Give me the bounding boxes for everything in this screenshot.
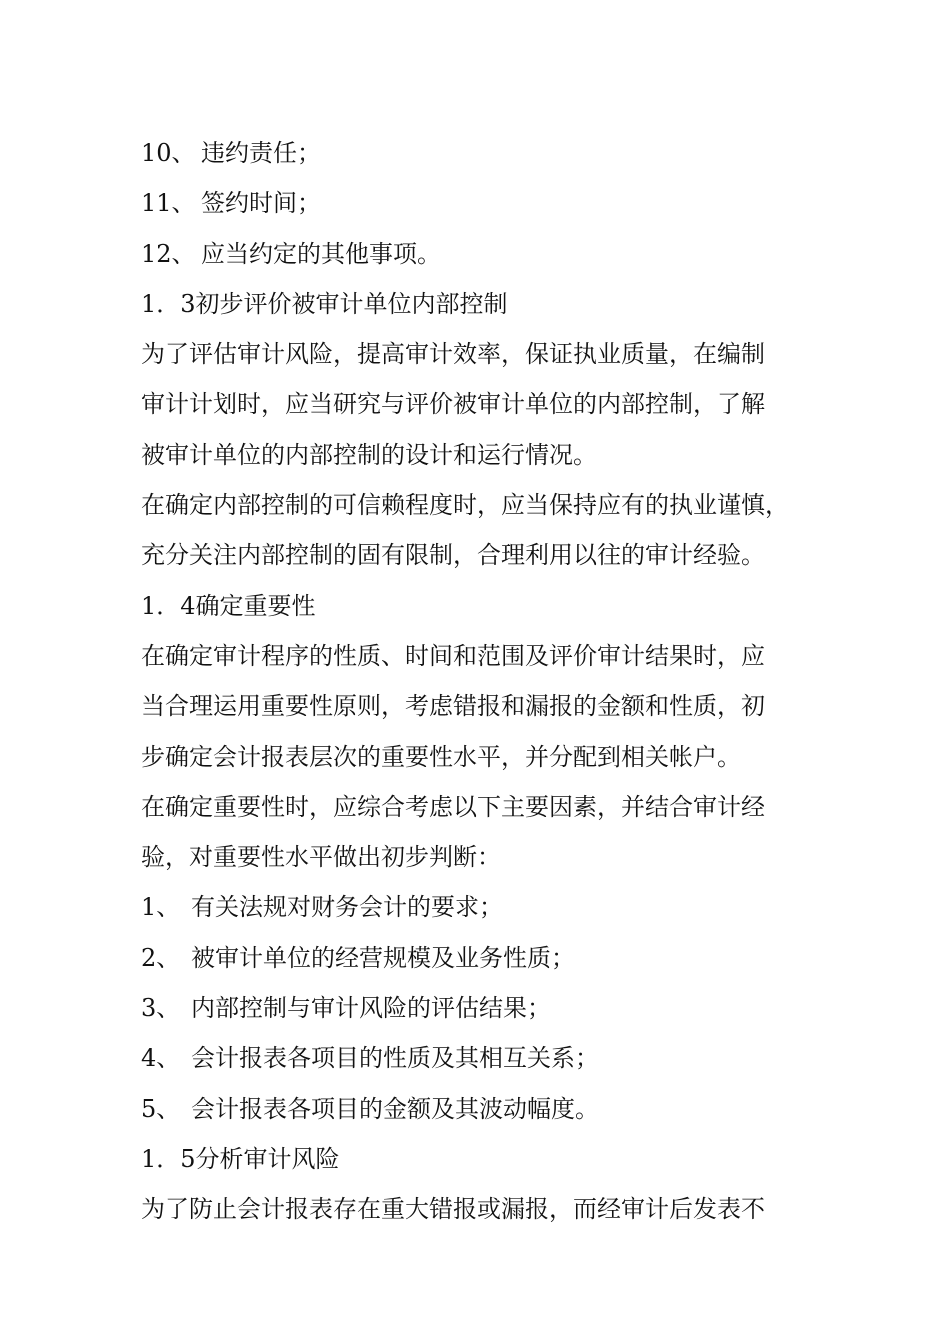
- section-heading: 1．3初步评价被审计单位内部控制: [141, 289, 508, 318]
- list-item: [141, 229, 821, 279]
- list-item-number: 2、: [141, 943, 181, 972]
- list-item-number: 1、: [141, 893, 181, 922]
- list-item: [141, 882, 821, 932]
- list-item-number: 4、: [141, 1044, 181, 1073]
- paragraph-line: 在确定审计程序的性质、时间和范围及评价审计结果时，应: [141, 641, 765, 670]
- paragraph: [141, 329, 821, 480]
- paragraph-line: 当合理运用重要性原则，考虑错报和漏报的金额和性质，初: [141, 692, 765, 721]
- list-item-text: 有关法规对财务会计的要求；: [191, 893, 503, 922]
- paragraph: [141, 782, 821, 883]
- list-item: [141, 1084, 821, 1134]
- list-item-text: 内部控制与审计风险的评估结果；: [191, 994, 551, 1023]
- list-item-number: 11、: [141, 189, 196, 218]
- list-item-text: 违约责任；: [201, 139, 321, 167]
- document-body: [141, 128, 821, 1235]
- paragraph: [141, 631, 821, 782]
- section-heading: 1．5分析审计风险: [141, 1144, 340, 1173]
- paragraph-line: 为了评估审计风险，提高审计效率，保证执业质量，在编制: [141, 340, 765, 369]
- list-item: [141, 1033, 821, 1083]
- paragraph-line: 为了防止会计报表存在重大错报或漏报，而经审计后发表不: [141, 1195, 765, 1224]
- paragraph-line: 被审计单位的内部控制的设计和运行情况。: [141, 440, 597, 469]
- paragraph-line: 审计计划时，应当研究与评价被审计单位的内部控制，了解: [141, 390, 765, 419]
- list-item: [141, 983, 821, 1033]
- list-item-number: 12、: [141, 239, 196, 268]
- paragraph-line: 充分关注内部控制的固有限制，合理利用以往的审计经验。: [141, 541, 765, 570]
- list-item-text: 应当约定的其他事项。: [201, 239, 441, 268]
- paragraph-line: 步确定会计报表层次的重要性水平，并分配到相关帐户。: [141, 742, 741, 771]
- paragraph-line: 在确定重要性时，应综合考虑以下主要因素，并结合审计经: [141, 792, 765, 821]
- paragraph: [141, 480, 821, 581]
- list-item-number: 3、: [141, 994, 181, 1023]
- list-item-text: 会计报表各项目的性质及其相互关系；: [191, 1044, 599, 1073]
- list-item-text: 签约时间；: [201, 189, 321, 218]
- list-item: [141, 128, 821, 178]
- list-item: [141, 178, 821, 228]
- list-item-number: 5、: [141, 1094, 181, 1123]
- paragraph: [141, 1184, 821, 1234]
- list-item-text: 会计报表各项目的金额及其波动幅度。: [191, 1094, 599, 1123]
- list-item-number: 10、: [141, 139, 196, 167]
- paragraph-line: 在确定内部控制的可信赖程度时，应当保持应有的执业谨慎，: [141, 491, 789, 520]
- list-item: [141, 933, 821, 983]
- paragraph-line: 验，对重要性水平做出初步判断：: [141, 843, 501, 872]
- section-heading: 1．4确定重要性: [141, 591, 316, 620]
- list-item-text: 被审计单位的经营规模及业务性质；: [191, 943, 575, 972]
